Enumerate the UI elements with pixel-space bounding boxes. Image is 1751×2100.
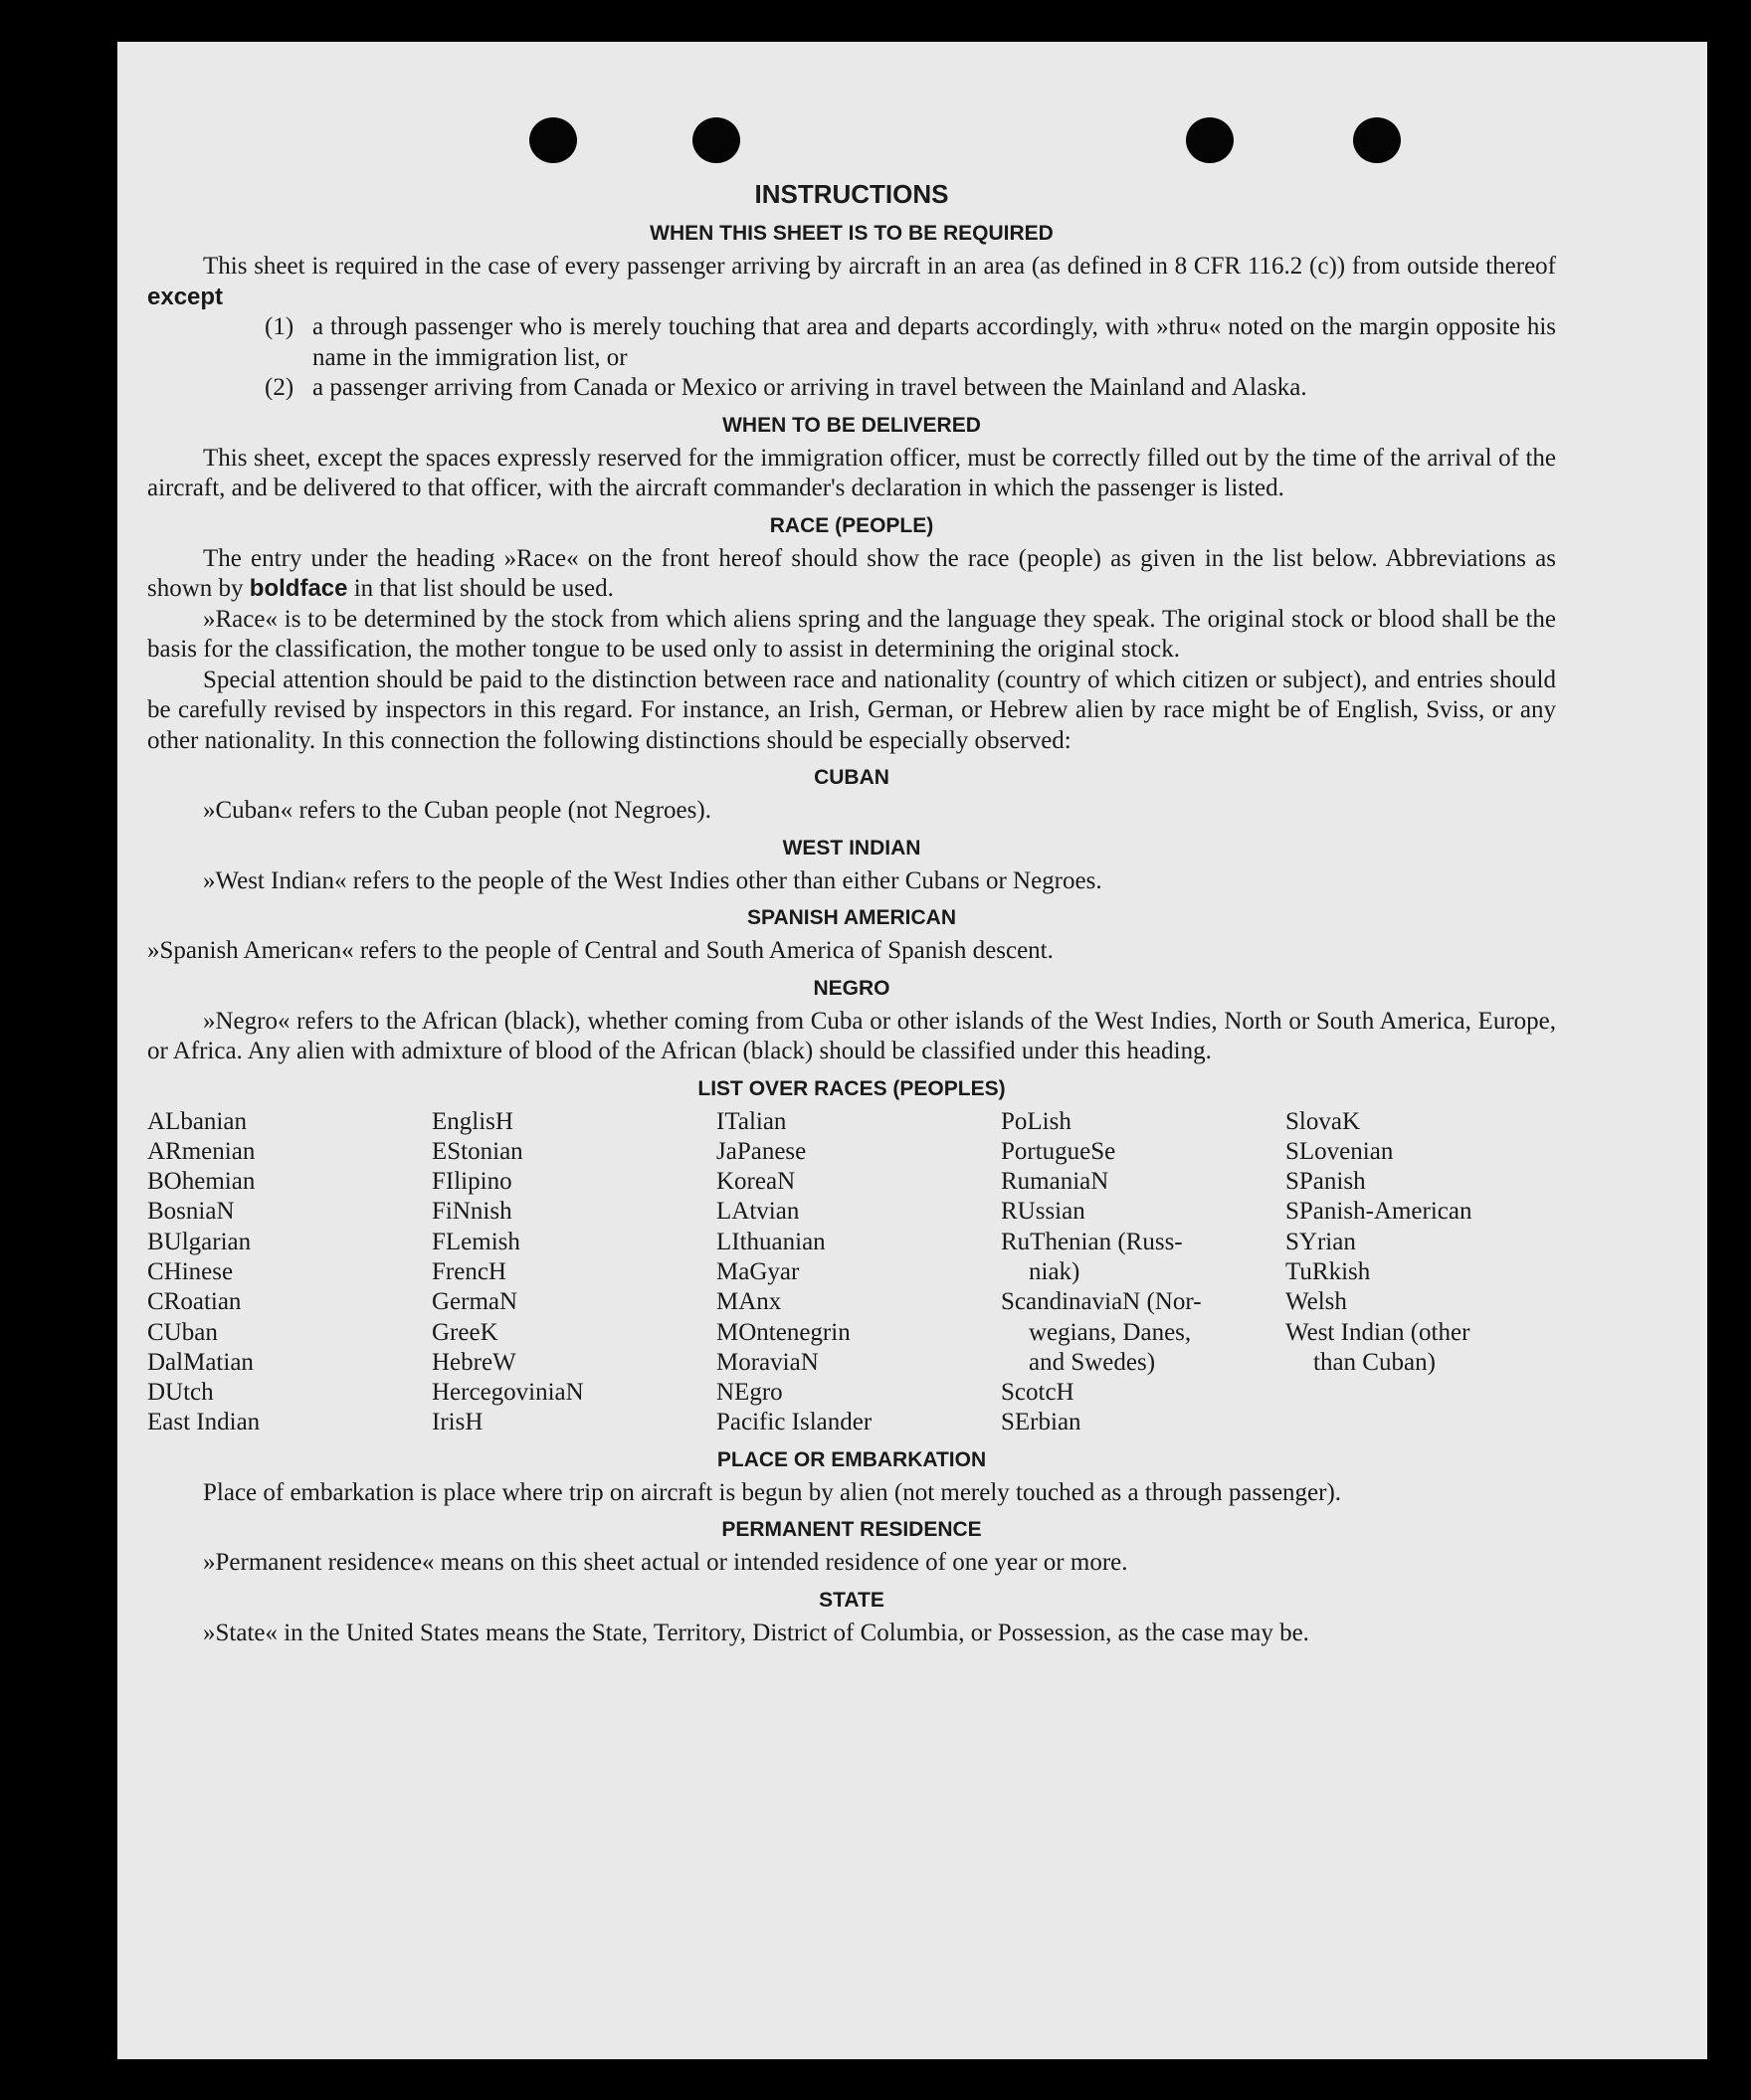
embarkation-paragraph: Place of embarkation is place where trip on aircraft is begun by alien (not merely touched as a through passenger).: [203, 1478, 1342, 1506]
race-entry: BOhemian: [147, 1168, 256, 1196]
state-paragraph: »State« in the United States means the State, Territory, District of Columbia, or Possession, as the case may be.: [203, 1619, 1309, 1646]
heading-cuban: CUBAN: [814, 766, 889, 789]
cuban-paragraph: »Cuban« refers to the Cuban people (not Negroes).: [203, 797, 711, 824]
required-item-2: (2) a passenger arriving from Canada or Mexico or arriving in travel between the Mainland and Alaska.: [265, 374, 1307, 401]
required-paragraph: This sheet is required in the case of every passenger arriving by aircraft in an area (as defined in 8 CFR 116.2 (c)) from outside thereof except: [147, 253, 1556, 310]
race-entry: BUlgarian: [147, 1228, 252, 1255]
race-entry: and Swedes): [1029, 1348, 1156, 1376]
heading-delivered: WHEN TO BE DELIVERED: [722, 413, 981, 437]
race-entry: SErbian: [1001, 1409, 1081, 1436]
race-entry: Pacific Islander: [716, 1409, 873, 1436]
race-entry: Welsh: [1285, 1288, 1347, 1316]
race-entry: CHinese: [147, 1257, 234, 1285]
race-column: [1001, 1107, 1285, 1438]
race-column: [1285, 1107, 1556, 1438]
race-column: [432, 1107, 716, 1438]
heading-embarkation: PLACE OR EMBARKATION: [716, 1447, 987, 1471]
heading-residence: PERMANENT RESIDENCE: [721, 1518, 982, 1542]
race-entry: SPanish: [1285, 1168, 1366, 1196]
residence-paragraph: »Permanent residence« means on this sheet actual or intended residence of one year or more.: [203, 1549, 1128, 1577]
race-entry: CUban: [147, 1318, 218, 1346]
race-entry: HercegoviniaN: [432, 1379, 584, 1407]
race-entry: HebreW: [432, 1348, 516, 1376]
race-entry: MaGyar: [716, 1257, 800, 1285]
race-entry: GermaN: [432, 1288, 518, 1316]
race-entry: DUtch: [147, 1379, 214, 1407]
race-entry: SLovenian: [1285, 1137, 1394, 1165]
race-entry: SPanish-American: [1285, 1198, 1472, 1226]
required-item-1: (1) a through passenger who is merely touching that area and departs accordingly, with »thru« noted on the margin opposite his name in the immigration list, or: [265, 313, 1556, 371]
race-entry: FLemish: [432, 1228, 520, 1255]
race-entry: EnglisH: [432, 1107, 513, 1135]
race-entry: West Indian (other: [1285, 1318, 1470, 1346]
boldface-bold: boldface: [249, 575, 348, 602]
race-entry: MoraviaN: [716, 1348, 819, 1376]
race-list: [147, 1107, 1556, 1438]
race-entry: ARmenian: [147, 1137, 256, 1165]
race-entry: PoLish: [1001, 1107, 1071, 1135]
race-entry: niak): [1029, 1257, 1080, 1285]
race-entry: SlovaK: [1285, 1107, 1360, 1135]
punch-hole: [692, 117, 740, 163]
race-entry: RuThenian (Russ-: [1001, 1228, 1183, 1255]
race-entry: FiNnish: [432, 1198, 512, 1226]
heading-race-list: LIST OVER RACES (PEOPLES): [697, 1076, 1006, 1100]
delivered-paragraph: This sheet, except the spaces expressly reserved for the immigration officer, must be correctly filled out by the time of the arrival of the aircraft, and be delivered to that officer, with the aircraft commander's declaration in which the passenger is listed.: [147, 444, 1556, 501]
race-entry: LIthuanian: [716, 1228, 826, 1255]
race-entry: ScotcH: [1001, 1379, 1074, 1407]
race-entry: RUssian: [1001, 1198, 1085, 1226]
race-entry: CRoatian: [147, 1288, 242, 1316]
race-entry: ALbanian: [147, 1107, 247, 1135]
race-entry: wegians, Danes,: [1029, 1318, 1192, 1346]
race-column: [147, 1107, 432, 1438]
race-paragraph-1: The entry under the heading »Race« on the front hereof should show the race (people) as given in the list below. Abbreviations as shown by boldface in that list should be used.: [147, 544, 1556, 602]
race-entry: SYrian: [1285, 1228, 1356, 1255]
heading-required: WHEN THIS SHEET IS TO BE REQUIRED: [650, 222, 1054, 245]
except-bold: except: [147, 283, 224, 310]
race-entry: IrisH: [432, 1409, 484, 1436]
race-paragraph-3: Special attention should be paid to the distinction between race and nationality (country of which citizen or subject), and entries should be carefully revised by inspectors in this regard. For instance, an Irish, German, or Hebrew alien by race might be of English, Sviss, or any other nationality. In this connection the following distinctions should be especially observed:: [147, 666, 1556, 754]
negro-paragraph: »Negro« refers to the African (black), whether coming from Cuba or other islands of the West Indies, North or South America, Europe, or Africa. Any alien with admixture of blood of the African (black) should be classified under this heading.: [147, 1007, 1556, 1064]
heading-west-indian: WEST INDIAN: [782, 836, 921, 859]
race-entry: KoreaN: [716, 1168, 796, 1196]
race-entry: EStonian: [432, 1137, 523, 1165]
race-entry: TuRkish: [1285, 1257, 1371, 1285]
race-column: [716, 1107, 1001, 1438]
race-entry: GreeK: [432, 1318, 498, 1346]
race-entry: ScandinaviaN (Nor-: [1001, 1288, 1202, 1316]
race-entry: FrencH: [432, 1257, 506, 1285]
race-entry: NEgro: [716, 1379, 783, 1407]
race-entry: MOntenegrin: [716, 1318, 851, 1346]
race-entry: LAtvian: [716, 1198, 800, 1226]
race-entry: BosniaN: [147, 1198, 235, 1226]
race-entry: FIlipino: [432, 1168, 512, 1196]
race-entry: RumaniaN: [1001, 1168, 1109, 1196]
race-entry: than Cuban): [1313, 1348, 1436, 1376]
heading-race: RACE (PEOPLE): [769, 513, 934, 537]
race-entry: DalMatian: [147, 1348, 254, 1376]
spanish-american-paragraph: »Spanish American« refers to the people of Central and South America of Spanish descent.: [147, 937, 1054, 964]
heading-spanish-american: SPANISH AMERICAN: [746, 906, 956, 929]
race-paragraph-2: »Race« is to be determined by the stock from which aliens spring and the language they speak. The original stock or blood shall be the basis for the classification, the mother tongue to be used only to assist in determining the original stock.: [147, 605, 1556, 663]
punch-hole: [529, 117, 577, 163]
race-entry: PortugueSe: [1001, 1137, 1116, 1165]
west-indian-paragraph: »West Indian« refers to the people of the West Indies other than either Cubans or Negroes.: [203, 866, 1102, 894]
race-entry: JaPanese: [716, 1137, 807, 1165]
race-entry: MAnx: [716, 1288, 782, 1316]
heading-negro: NEGRO: [813, 976, 890, 1000]
punch-hole: [1353, 117, 1401, 163]
race-entry: ITalian: [716, 1107, 787, 1135]
race-entry: East Indian: [147, 1409, 261, 1436]
heading-state: STATE: [819, 1588, 884, 1612]
punch-hole: [1186, 117, 1234, 163]
instructions-content: [147, 179, 1556, 1648]
page-title: INSTRUCTIONS: [754, 179, 949, 209]
